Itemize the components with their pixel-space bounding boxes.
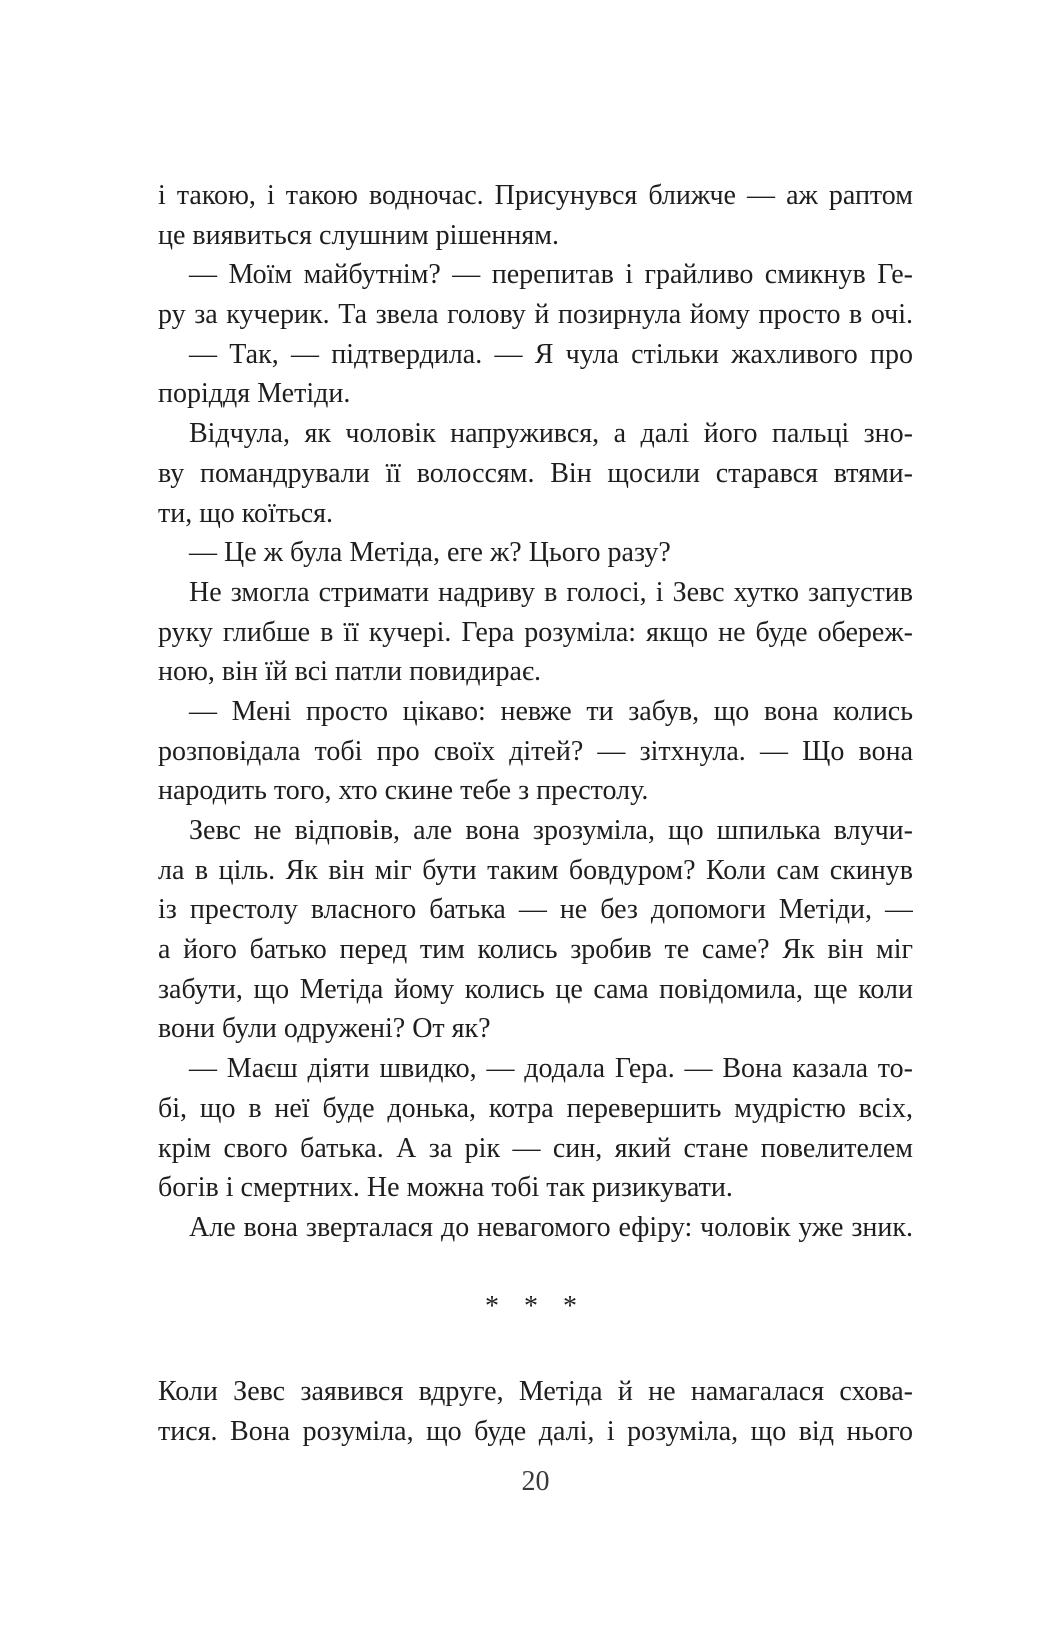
text-line: руку глибше в її кучері. Гера розуміла: якщо не буде обереж- — [158, 616, 913, 648]
text-line: Відчула, як чоловік напружився, а далі його пальці зно- — [189, 418, 913, 450]
paragraph — [158, 1372, 913, 1451]
text-line: ла в ціль. Як він міг бути таким бовдуром? Коли сам скинув — [158, 854, 913, 886]
text-line: ву помандрували її волоссям. Він щосили старався втями- — [158, 457, 913, 489]
text-line: ною, він їй всі патли повидирає. — [158, 656, 541, 688]
paragraph — [158, 692, 913, 811]
text-line: Коли Зевс заявився вдруге, Метіда й не намагалася схова- — [158, 1376, 913, 1408]
text-line: і такою, і такою водночас. Присунувся ближче — аж раптом — [158, 180, 913, 211]
text-line: із престолу власного батька — не без допомоги Метіди, — — [158, 894, 913, 926]
text-line: поріддя Метіди. — [158, 378, 351, 410]
text-line: вони були одружені? От як? — [158, 1013, 491, 1045]
page-number: 20 — [521, 1466, 550, 1497]
paragraph — [158, 414, 913, 533]
text-line: — Так, — підтвердила. — Я чула стільки жахливого про — [189, 338, 913, 370]
text-line: а його батько перед тим колись зробив те саме? Як він міг — [158, 934, 913, 966]
text-block — [158, 176, 913, 1452]
text-line: народить того, хто скине тебе з престолу. — [158, 775, 649, 807]
text-line: богів і смертних. Не можна тобі так ризикувати. — [158, 1172, 733, 1204]
text-line: — Це ж була Метіда, еге ж? Цього разу? — [189, 537, 671, 569]
paragraph — [158, 255, 913, 334]
text-line: — Моїм майбутнім? — перепитав і грайливо смикнув Ге- — [189, 259, 913, 291]
section-separator: * * * — [485, 1290, 586, 1322]
text-line: крім свого батька. А за рік — син, який стане повелителем — [158, 1132, 913, 1164]
paragraph — [158, 1208, 913, 1248]
text-line: бі, що в неї буде донька, котра перевершить мудрістю всіх, — [158, 1092, 913, 1124]
paragraph — [158, 335, 913, 414]
text-line: Зевс не відповів, але вона зрозуміла, що шпилька влучи- — [189, 815, 913, 846]
text-line: це виявиться слушним рішенням. — [158, 219, 559, 251]
paragraph — [158, 1049, 913, 1208]
paragraph — [158, 533, 913, 573]
paragraph — [158, 573, 913, 692]
text-line: ру за кучерик. Та звела голову й позирнула йому просто в очі. — [158, 299, 913, 331]
text-line: — Мені просто цікаво: невже ти забув, що вона колись — [189, 695, 913, 727]
text-line: забути, що Метіда йому колись це сама повідомила, ще коли — [158, 973, 913, 1005]
text-line: ти, що коїться. — [158, 497, 334, 529]
text-line: Але вона зверталася до невагомого ефіру: чоловік уже зник. — [189, 1211, 913, 1243]
text-line: тися. Вона розуміла, що буде далі, і розуміла, що від нього — [158, 1415, 913, 1447]
text-line: — Маєш діяти швидко, — додала Гера. — Вона казала то- — [189, 1053, 913, 1085]
paragraph — [158, 176, 913, 255]
paragraph — [158, 811, 913, 1049]
text-line: розповідала тобі про своїх дітей? — зітхнула. — Що вона — [158, 735, 913, 767]
text-line: Не змогла стримати надриву в голосі, і Зевс хутко запустив — [189, 576, 913, 608]
